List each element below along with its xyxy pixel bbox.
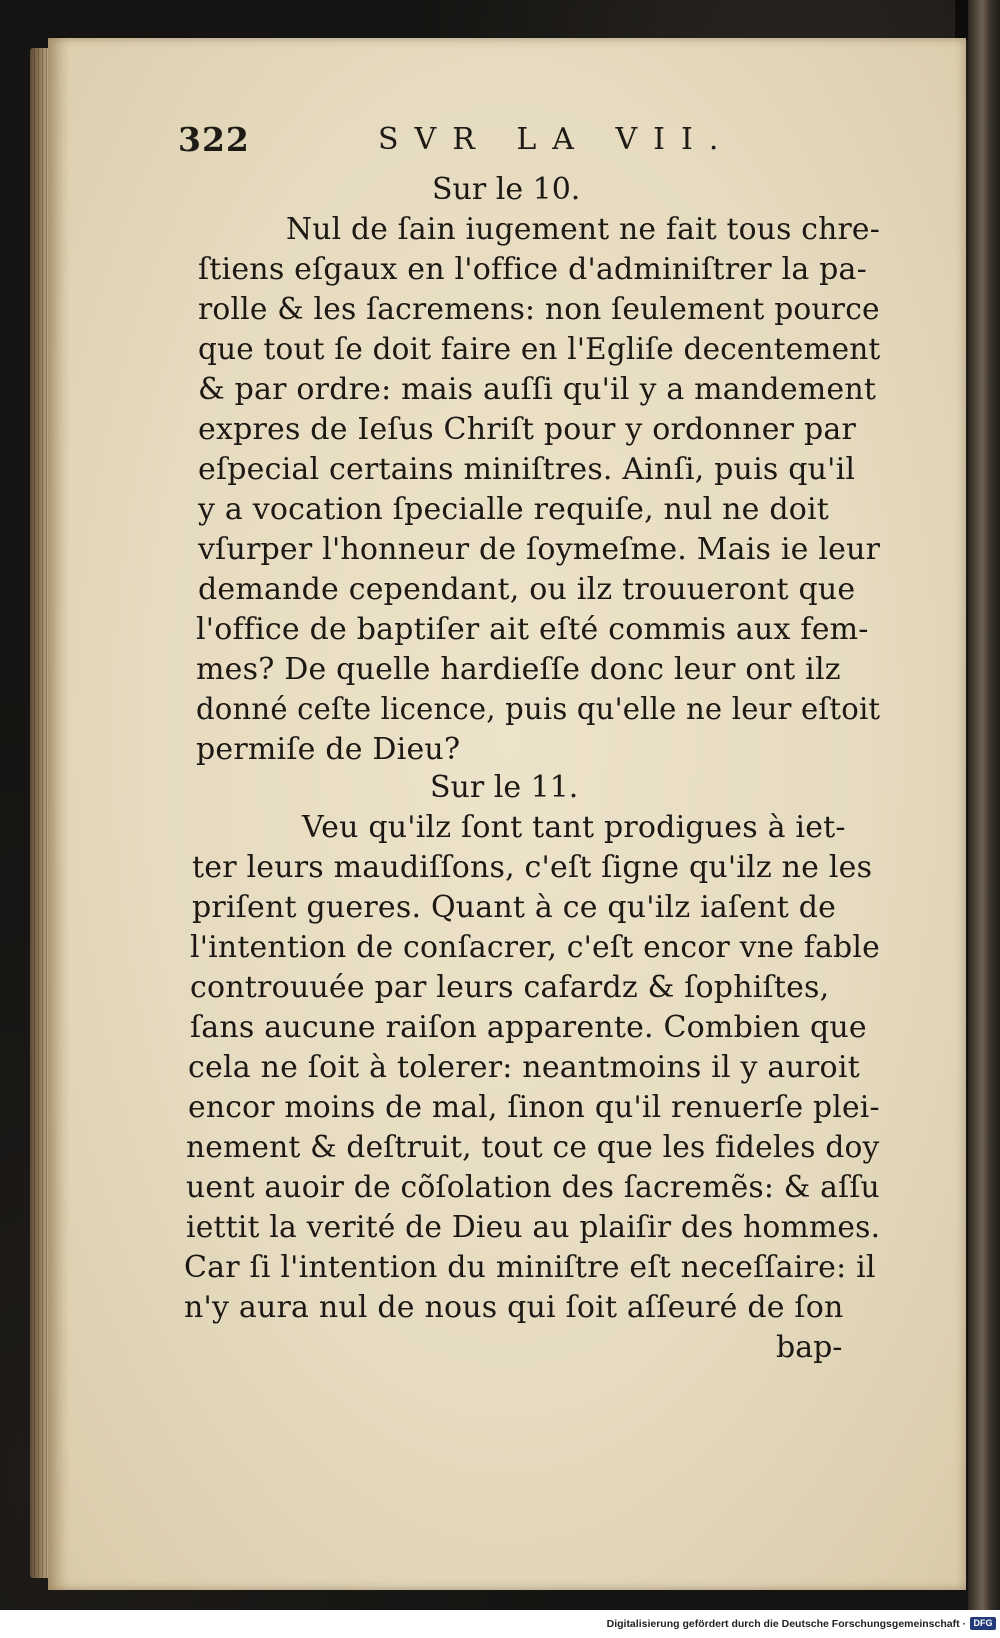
- footer-credit: Digitalisierung gefördert durch die Deutsche Forschungsgemeinschaft ·: [606, 1618, 966, 1630]
- book-spine-edge: [968, 0, 1000, 1610]
- text-line: l'office de baptiſer ait eſté commis aux fem-: [196, 612, 869, 647]
- text-line: l'intention de conſacrer, c'eſt encor vne fable: [190, 930, 880, 965]
- dfg-logo: DFG: [970, 1617, 996, 1630]
- page-number: 322: [178, 120, 250, 159]
- text-line: rolle & les ſacremens: non ſeulement pource: [198, 292, 880, 327]
- text-line: uent auoir de cõſolation des ſacremẽs: & aſſu: [186, 1170, 880, 1205]
- page-fold-shadow: [48, 38, 70, 1590]
- text-line: controuuée par leurs cafardz & ſophiſtes,: [190, 970, 830, 1005]
- text-line: & par ordre: mais auſſi qu'il y a mandement: [198, 372, 877, 407]
- catchword: bap-: [776, 1330, 843, 1365]
- text-line: priſent gueres. Quant à ce qu'ilz iaſent de: [192, 890, 837, 925]
- running-head: [178, 120, 878, 168]
- text-line: permiſe de Dieu?: [196, 732, 461, 767]
- section-heading-11: Sur le 11.: [430, 770, 579, 805]
- text-line: Veu qu'ilz ſont tant prodigues à iet-: [302, 810, 846, 845]
- text-line: encor moins de mal, ſinon qu'il renuerſe plei-: [188, 1090, 880, 1125]
- running-head-title: SVR LA VII.: [378, 122, 735, 157]
- text-line: Car ſi l'intention du miniſtre eſt neceſſaire: il: [184, 1250, 876, 1285]
- text-line: vſurper l'honneur de ſoymeſme. Mais ie leur: [198, 532, 881, 567]
- text-line: mes? De quelle hardieſſe donc leur ont ilz: [196, 652, 841, 687]
- text-line: ſtiens eſgaux en l'office d'adminiſtrer la pa-: [198, 252, 867, 287]
- text-line: cela ne ſoit à tolerer: neantmoins il y auroit: [188, 1050, 860, 1085]
- text-line: demande cependant, ou ilz trouueront que: [198, 572, 856, 607]
- text-line: que tout ſe doit faire en l'Egliſe decentement: [198, 332, 881, 367]
- text-line: expres de Ieſus Chriſt pour y ordonner par: [198, 412, 856, 447]
- text-line: ter leurs maudiſſons, c'eſt ſigne qu'ilz ne les: [192, 850, 873, 885]
- text-line: y a vocation ſpecialle requiſe, nul ne doit: [198, 492, 830, 527]
- text-line: n'y aura nul de nous qui ſoit aſſeuré de ſon: [184, 1290, 844, 1325]
- text-line: nement & deſtruit, tout ce que les fideles doy: [186, 1130, 880, 1165]
- text-line: ſans aucune raiſon apparente. Combien que: [190, 1010, 867, 1045]
- text-line: Nul de ſain iugement ne fait tous chre-: [286, 212, 880, 247]
- text-line: donné ceſte licence, puis qu'elle ne leur eſtoit: [196, 692, 881, 727]
- text-line: eſpecial certains miniſtres. Ainſi, puis qu'il: [198, 452, 856, 487]
- section-heading-10: Sur le 10.: [432, 172, 581, 207]
- text-line: iettit la verité de Dieu au plaiſir des hommes.: [186, 1210, 881, 1245]
